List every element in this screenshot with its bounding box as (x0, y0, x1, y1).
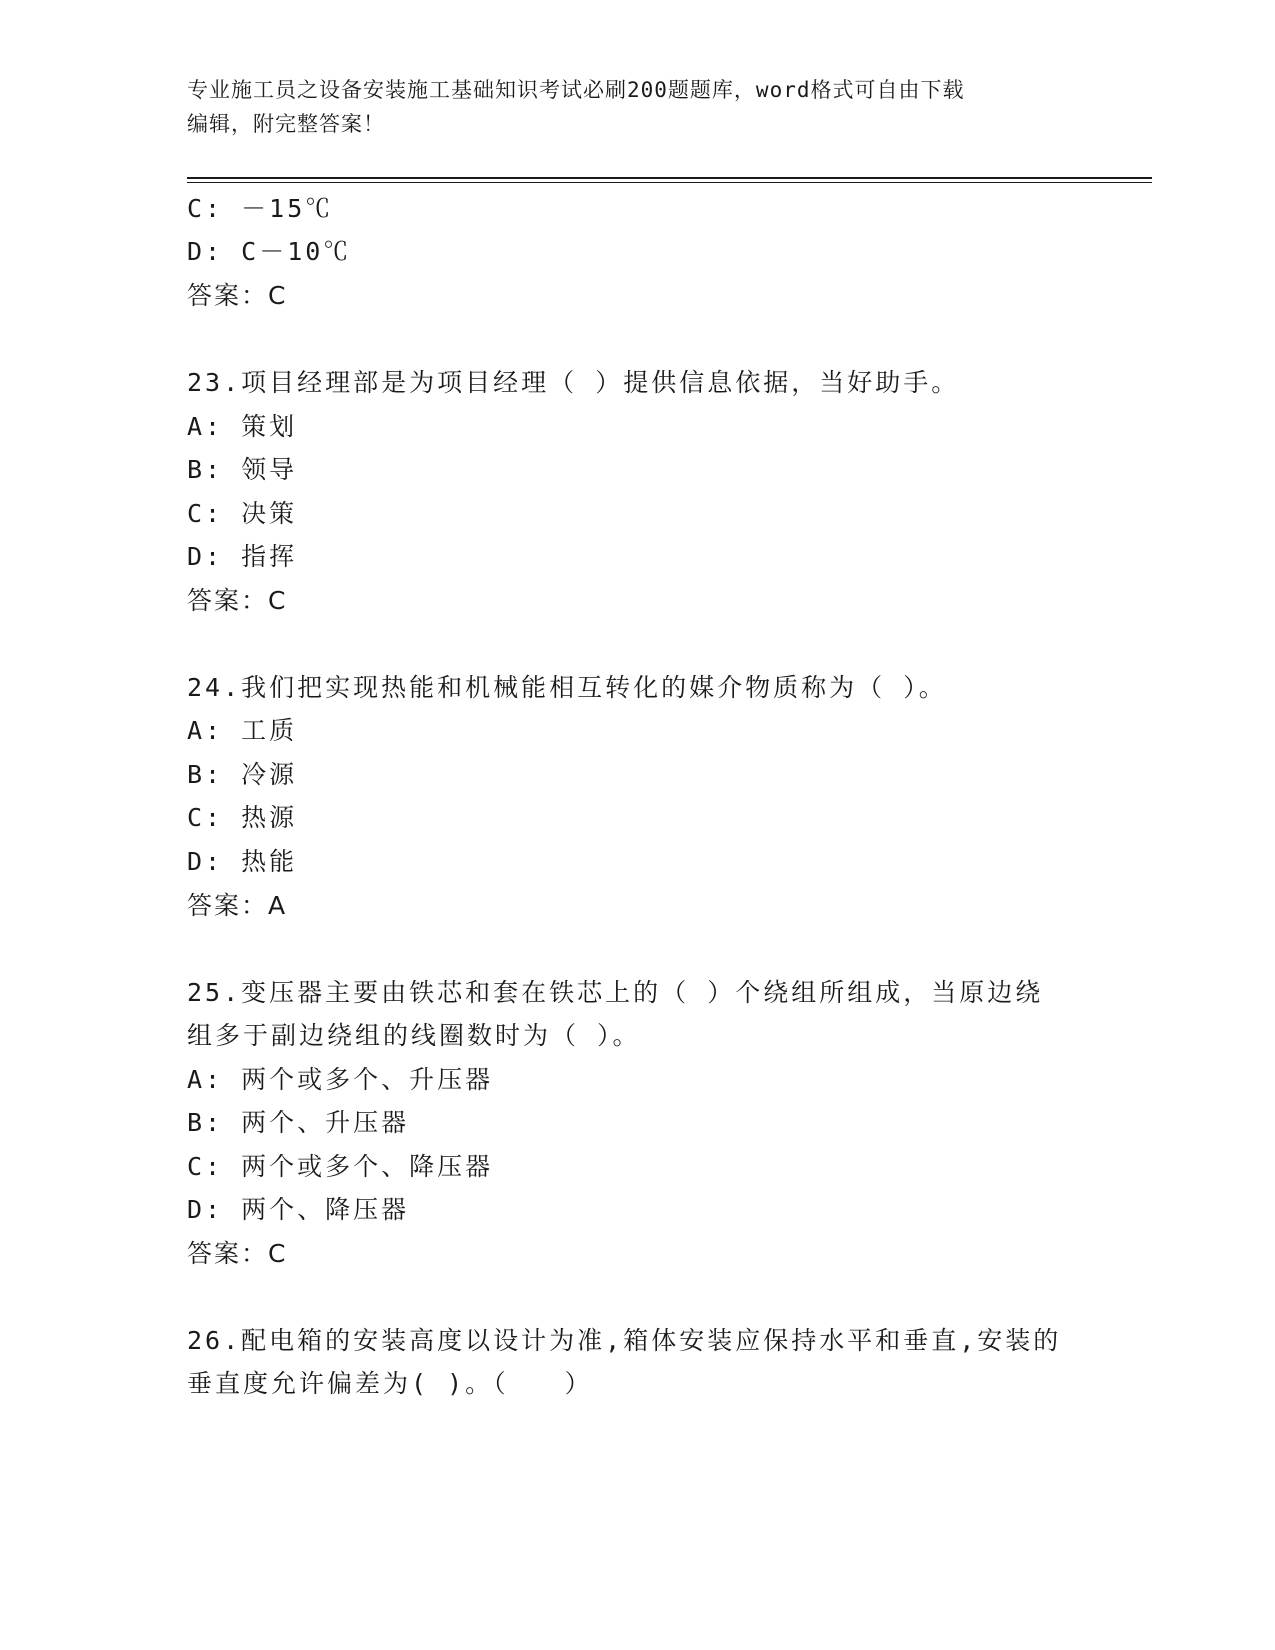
q24-answer: 答案：A (187, 891, 288, 920)
q23-option-d: D: 指挥 (187, 542, 298, 571)
q23-option-c: C: 决策 (187, 499, 298, 528)
header-title-line-1: 专业施工员之设备安装施工基础知识考试必刷200题题库，word格式可自由下载 (187, 78, 965, 102)
q24-option-d: D: 热能 (187, 847, 298, 876)
q23-option-a: A: 策划 (187, 412, 298, 441)
header-divider-thick (187, 177, 1152, 179)
q24-option-b: B: 冷源 (187, 760, 298, 789)
header-title-line-2: 编辑，附完整答案！ (187, 112, 385, 136)
q26-stem-line-1: 26.配电箱的安装高度以设计为准,箱体安装应保持水平和垂直,安装的 (187, 1326, 1062, 1355)
q24-stem: 24.我们把实现热能和机械能相互转化的媒介物质称为（ ）。 (187, 673, 947, 702)
q24-option-a: A: 工质 (187, 716, 298, 745)
q25-answer: 答案：C (187, 1239, 288, 1268)
q23-stem: 23.项目经理部是为项目经理（ ）提供信息依据，当好助手。 (187, 368, 960, 397)
q22-option-d: D: C－10℃ (187, 237, 352, 266)
q22-option-c: C: －15℃ (187, 194, 334, 223)
q22-answer: 答案：C (187, 281, 288, 310)
header-divider-thin (187, 182, 1152, 183)
q25-option-d: D: 两个、降压器 (187, 1195, 410, 1224)
q23-answer: 答案：C (187, 586, 288, 615)
q25-option-a: A: 两个或多个、升压器 (187, 1065, 494, 1094)
q23-option-b: B: 领导 (187, 455, 298, 484)
q26-stem-line-2: 垂直度允许偏差为( )。（ ） (187, 1369, 593, 1398)
q25-stem-line-2: 组多于副边绕组的线圈数时为（ ）。 (187, 1021, 641, 1050)
q25-stem-line-1: 25.变压器主要由铁芯和套在铁芯上的（ ）个绕组所组成，当原边绕 (187, 978, 1044, 1007)
q25-option-c: C: 两个或多个、降压器 (187, 1152, 494, 1181)
document-header (187, 73, 1087, 141)
q24-option-c: C: 热源 (187, 803, 298, 832)
q25-option-b: B: 两个、升压器 (187, 1108, 410, 1137)
